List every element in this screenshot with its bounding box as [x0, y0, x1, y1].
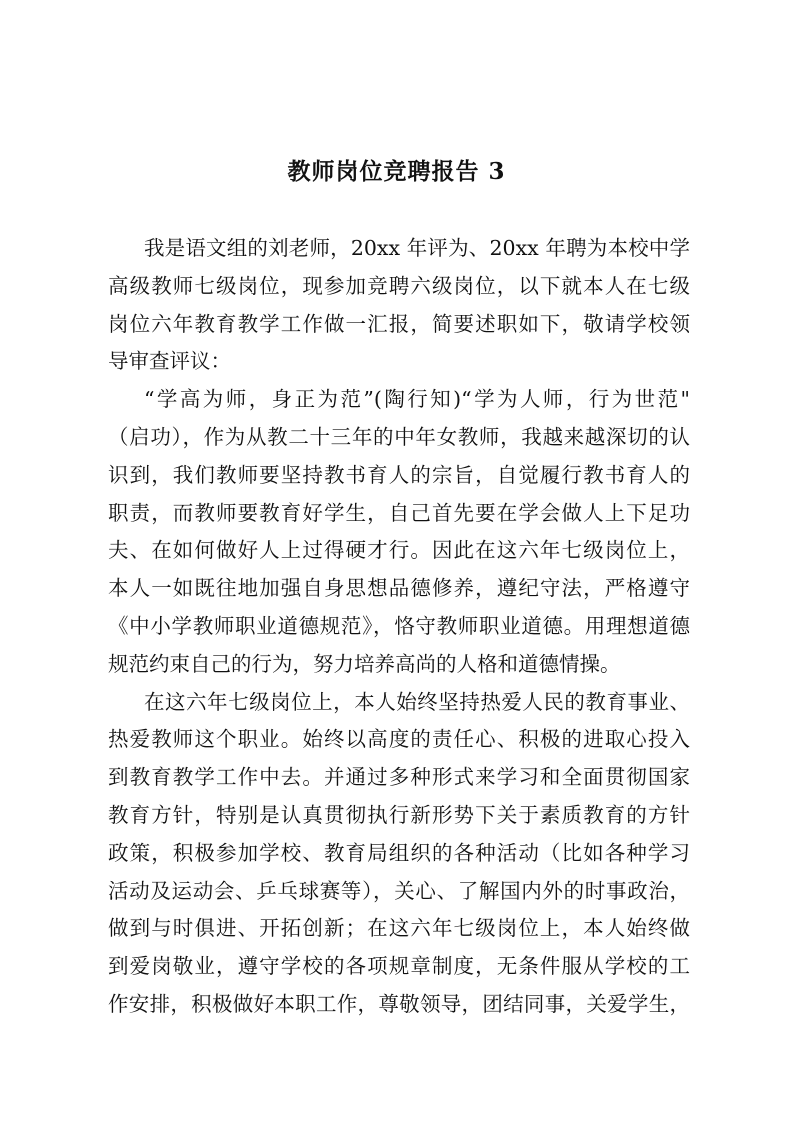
text-line: 识到，我们教师要坚持教书育人的宗旨，自觉履行教书育人的 — [108, 462, 690, 487]
text-line: 到爱岗敬业，遵守学校的各项规章制度，无条件服从学校的工 — [108, 954, 690, 979]
text-line: 政策，积极参加学校、教育局组织的各种活动（比如各种学习 — [108, 840, 690, 865]
text-line: 我是语文组的刘老师，20xx 年评为、20xx 年聘为本校中学 — [144, 236, 690, 260]
text-line: 夫、在如何做好人上过得硬才行。因此在这六年七级岗位上， — [108, 538, 690, 563]
text-line: 教育方针，特别是认真贯彻执行新形势下关于素质教育的方针 — [108, 802, 690, 827]
document-title: 教师岗位竞聘报告 3 — [287, 158, 506, 185]
document-body — [108, 230, 690, 1024]
text-line: 作安排，积极做好本职工作，尊敬领导，团结同事，关爱学生， — [108, 991, 690, 1016]
text-line: 在这六年七级岗位上，本人始终坚持热爱人民的教育事业、 — [144, 689, 690, 714]
text-line: 本人一如既往地加强自身思想品德修养，遵纪守法，严格遵守 — [108, 576, 690, 601]
text-line: 做到与时俱进、开拓创新；在这六年七级岗位上，本人始终做 — [108, 916, 690, 941]
text-line: （启功），作为从教二十三年的中年女教师，我越来越深切的认 — [108, 424, 690, 449]
text-line: 导审查评议： — [108, 349, 231, 374]
text-line: 规范约束自己的行为，努力培养高尚的人格和道德情操。 — [108, 651, 621, 676]
text-line: 《中小学教师职业道德规范》，恪守教师职业道德。用理想道德 — [108, 613, 690, 638]
text-line: 到教育教学工作中去。并通过多种形式来学习和全面贯彻国家 — [108, 765, 690, 790]
text-line: 职责，而教师要教育好学生，自己首先要在学会做人上下足功 — [108, 500, 690, 525]
text-line: 高级教师七级岗位，现参加竞聘六级岗位，以下就本人在七级 — [108, 273, 690, 298]
text-line: 活动及运动会、乒乓球赛等），关心、了解国内外的时事政治， — [108, 878, 690, 903]
text-line: 热爱教师这个职业。始终以高度的责任心、积极的进取心投入 — [108, 727, 690, 752]
text-line: 岗位六年教育教学工作做一汇报，简要述职如下，敬请学校领 — [108, 311, 690, 336]
text-line: “学高为师，身正为范”(陶行知)“学为人师，行为世范" — [144, 387, 690, 412]
